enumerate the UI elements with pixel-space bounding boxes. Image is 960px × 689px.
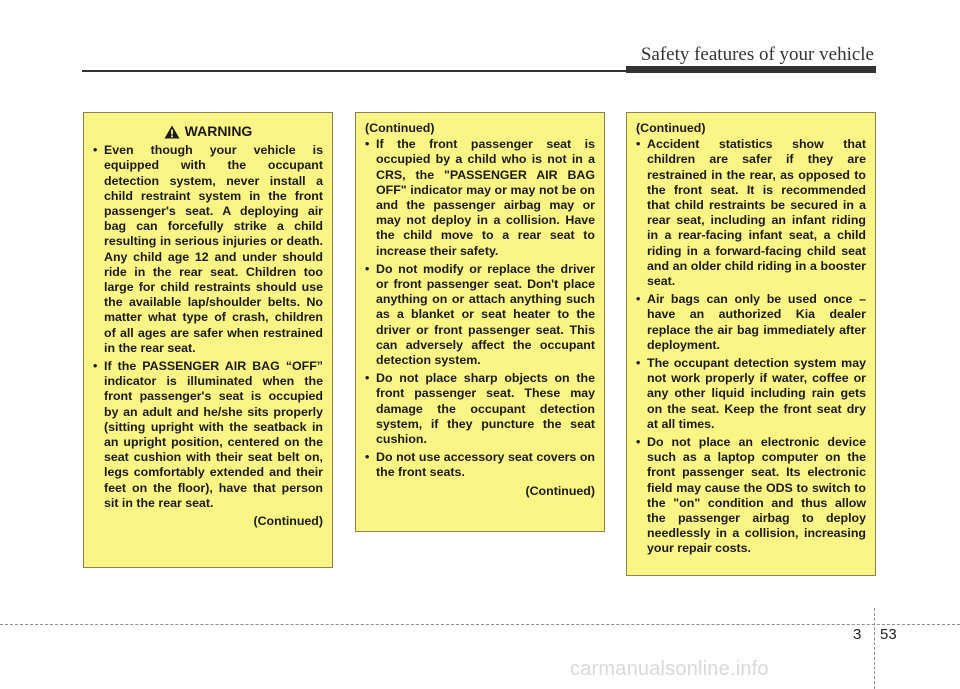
warning-item-text: Air bags can only be used once – have an authorized Kia dealer replace the air bag immediately after deployment. (647, 292, 866, 352)
warning-item-text: Do not use accessory seat covers on the front seats. (376, 450, 595, 480)
crop-mark (874, 608, 875, 689)
warning-item-text: Do not place an electronic device such as a laptop computer on the front passenger seat. Its electronic field may cause the ODS to switch to the "on" condition and thus allow the passenger airbag to deploy needlessly in a collision, increasing your repair costs. (647, 435, 866, 556)
continued-label-top: (Continued) (365, 121, 435, 135)
warning-item (636, 292, 866, 353)
bullet: • (636, 292, 641, 307)
warning-item (93, 359, 323, 511)
warning-item (365, 137, 595, 259)
bullet: • (93, 143, 98, 158)
section-number: 3 (853, 626, 862, 643)
watermark: carmanualsonline.info (570, 658, 769, 680)
bullet: • (365, 371, 370, 386)
continued-label-top: (Continued) (636, 121, 706, 135)
header-rule-accent (626, 66, 876, 73)
warning-box (83, 112, 333, 568)
warning-item-text: Do not modify or replace the driver or front passenger seat. Don't place anything on or attach anything such as a blanket or seat heater to the driver or front passenger seat. This can adversely affect the occupant detection system. (376, 261, 595, 368)
continued-label: (Continued) (525, 483, 595, 498)
warning-item (636, 356, 866, 432)
bullet: • (636, 435, 641, 450)
bullet: • (365, 261, 370, 276)
footer-rule (0, 624, 960, 625)
warning-item-text: Accident statistics show that children are safer if they are restrained in the rear, as opposed to the front seat. It is recommended that child restraints be secured in a rear seat, including an infant riding in a rear-facing infant seat, a child riding in a forward-facing child seat and an older child riding in a booster seat. (647, 137, 866, 289)
warning-item-text: Even though your vehicle is equipped with the occupant detection system, never install a child restraint system in the front passenger's seat. A deploying air bag can forcefully strike a child resulting in serious injuries or death. Any child age 12 and under should ride in the rear seat. Children too large for child restraints should use the available lap/shoulder belts. No matter what type of crash, children of all ages are safer when restrained in the rear seat. (104, 143, 323, 355)
warning-heading (93, 124, 323, 139)
warning-item-text: Do not place sharp objects on the front passenger seat. These may damage the occupant detection system, if they puncture the seat cushion. (376, 371, 595, 447)
bullet: • (365, 137, 370, 152)
page-header-title: Safety features of your vehicle (640, 44, 874, 65)
warning-item (365, 450, 595, 480)
warning-item (636, 137, 866, 289)
warning-heading-text: WARNING (184, 123, 253, 139)
warning-item (636, 435, 866, 557)
warning-item-text: The occupant detection system may not work properly if water, coffee or any other liquid including rain gets on the seat. Keep the front seat dry at all times. (647, 356, 866, 431)
warning-box-continued (355, 112, 605, 532)
continued-label: (Continued) (253, 514, 323, 529)
warning-item (365, 262, 595, 368)
bullet: • (636, 137, 641, 152)
warning-item-text: If the front passenger seat is occupied by a child who is not in a CRS, the "PASSENGER AIR BAG OFF" indicator may or may not be on and the passenger airbag may or may not deploy in a collision. Have the child move to a rear seat to increase their safety. (376, 137, 595, 258)
warning-triangle-icon (164, 125, 180, 139)
warning-item (365, 371, 595, 447)
bullet: • (365, 450, 370, 465)
warning-item-text: If the PASSENGER AIR BAG “OFF” indicator is illuminated when the front passenger's seat is occupied by an adult and he/she sits properly (sitting upright with the seatback in an upright position, centered on the seat cushion with their seat belt on, legs comfortably extended and their feet on the floor), have that person sit in the rear seat. (104, 359, 323, 510)
warning-box-continued-2 (626, 112, 876, 576)
warning-item (93, 143, 323, 356)
bullet: • (93, 359, 98, 374)
page-number: 53 (880, 626, 897, 643)
bullet: • (636, 356, 641, 371)
